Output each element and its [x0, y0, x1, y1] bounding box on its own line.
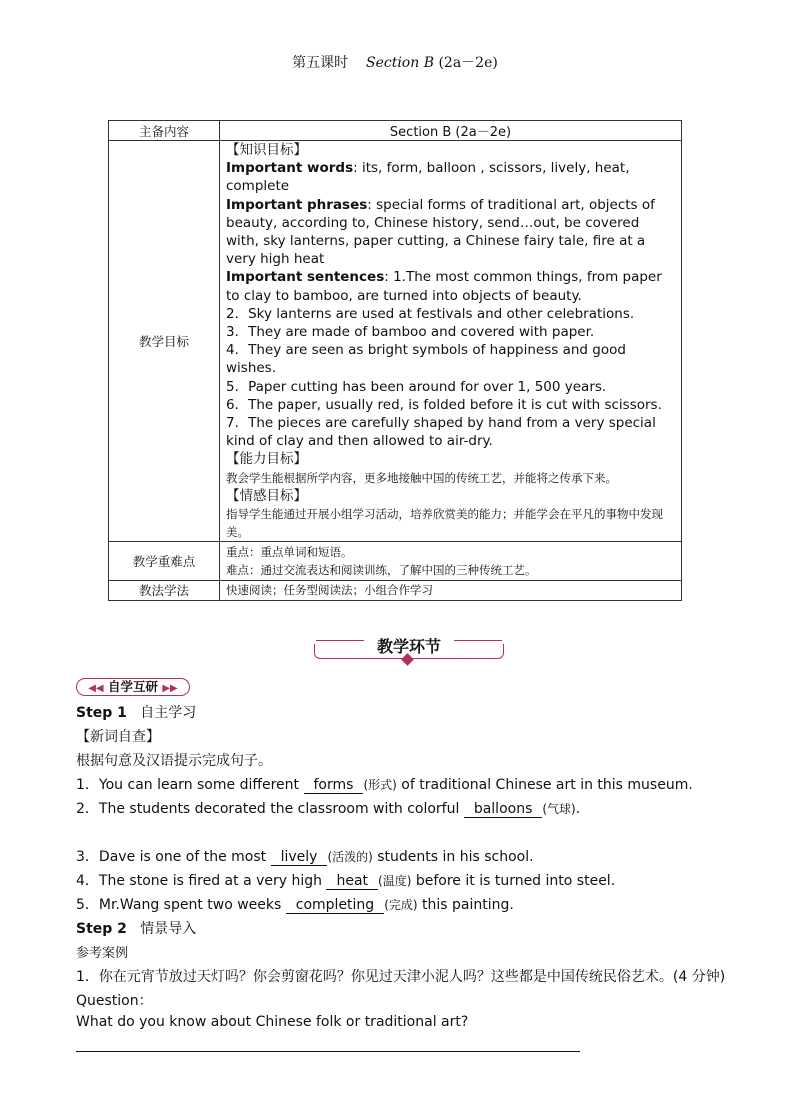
step2-heading [76, 918, 196, 938]
exercise-item-4 [76, 870, 615, 890]
row-label-key: 教学重难点 [109, 541, 220, 580]
item-number: 5． [76, 897, 99, 913]
exercise-item-3 [76, 846, 534, 866]
sentence-3: 3．They are made of bamboo and covered with paper. [226, 324, 595, 341]
item-post: of traditional Chinese art in this museum. [401, 777, 693, 793]
section-tag [76, 678, 190, 696]
row-label-content: 主备内容 [109, 121, 220, 141]
sentence-5: 5．Paper cutting has been around for over 1, 500 years. [226, 378, 607, 395]
left-arrows-icon: ◀◀ [88, 683, 104, 694]
important-words [226, 159, 675, 195]
item-number: 2． [76, 801, 99, 817]
step1-name: 自主学习 [140, 705, 197, 721]
right-arrows-icon: ▶▶ [162, 683, 178, 694]
ability-heading: 【能力目标】 [226, 451, 307, 468]
words-text: : its, form, balloon , scissors, lively, heat, complete [226, 160, 630, 195]
exercise-item-2 [76, 798, 580, 818]
exercise-item-5 [76, 894, 514, 914]
method-value: 快速阅读；任务型阅读法；小组合作学习 [220, 580, 682, 600]
item-pre: The stone is fired at a very high [98, 873, 323, 889]
emotion-heading: 【情感目标】 [226, 487, 307, 504]
lesson-plan-table [108, 120, 682, 601]
question-label: Question： [76, 993, 153, 1009]
banner-title: 教学环节 [376, 637, 441, 656]
emotion-text: 指导学生能通过开展小组学习活动，培养欣赏美的能力；并能学会在平凡的事物中发现美。 [226, 506, 663, 539]
answer-blank[interactable]: forms [304, 777, 364, 794]
item-number: 1． [76, 777, 99, 793]
item-post: students in his school. [377, 849, 534, 865]
section-banner [314, 632, 504, 662]
sentence-1: : 1.The most common things, from paper to clay to bamboo, are turned into objects of beauty. [226, 269, 662, 304]
step2-item-1: 1．你在元宵节放过天灯吗？你会剪窗花吗？你见过天津小泥人吗？这些都是中国传统民俗艺术。(4 分钟) [76, 969, 726, 985]
sentences-label: Important sentences [226, 269, 385, 286]
item-hint: (气球) [542, 802, 576, 816]
answer-blank[interactable]: heat [326, 873, 378, 890]
table-row-goals [109, 141, 682, 542]
step1-instruction: 根据句意及汉语提示完成句子。 [76, 753, 272, 769]
step2-title: Step 2 [76, 921, 127, 937]
difficult-points: 难点：通过交流表达和阅读训练，了解中国的三种传统工艺。 [226, 562, 537, 577]
item-number: 3． [76, 849, 99, 865]
item-pre: Dave is one of the most [98, 849, 267, 865]
sentence-6: 6．The paper, usually red, is folded before it is cut with scissors. [226, 396, 662, 413]
table-row-key [109, 541, 682, 580]
content-value: Section B (2a－2e) [220, 121, 682, 141]
answer-line[interactable] [76, 1051, 580, 1052]
item-pre: You can learn some different [98, 777, 300, 793]
section-name: Section B [365, 55, 434, 71]
item-hint: (完成) [384, 898, 418, 912]
important-sentences [226, 268, 675, 304]
important-phrases [226, 196, 675, 269]
step2-name: 情景导入 [140, 921, 197, 937]
item-post: . [575, 801, 581, 817]
sentence-2: 2．Sky lanterns are used at festivals and other celebrations. [226, 305, 635, 322]
words-label: Important words [226, 160, 354, 177]
key-content [220, 541, 682, 580]
lesson-number: 第五课时 [292, 55, 349, 71]
ability-text: 教会学生能根据所学内容，更多地接触中国的传统工艺，并能将之传承下来。 [226, 470, 617, 485]
step1-subhead: 【新词自查】 [76, 729, 160, 745]
item-post: this painting. [422, 897, 514, 913]
row-label-goals: 教学目标 [109, 141, 220, 542]
section-range: (2a－2e) [438, 55, 498, 71]
phrases-text: : special forms of traditional art, objects of beauty, according to, Chinese history, send…out, be covered with, sky lanterns, paper cutting, a Chinese fairy tale, fire at a very high heat [226, 196, 655, 268]
lesson-title [0, 52, 790, 72]
knowledge-heading: 【知识目标】 [226, 142, 307, 158]
answer-blank[interactable]: lively [271, 849, 328, 866]
question-text: What do you know about Chinese folk or traditional art? [76, 1014, 469, 1030]
key-points: 重点：重点单词和短语。 [226, 544, 353, 559]
sentence-4: 4．They are seen as bright symbols of happiness and good wishes. [226, 342, 626, 377]
table-row-method [109, 580, 682, 600]
item-hint: (活泼的) [327, 850, 373, 864]
sentence-7: 7．The pieces are carefully shaped by hand from a very special kind of clay and then allowed to air-dry. [226, 415, 656, 450]
answer-blank[interactable]: balloons [464, 801, 543, 818]
table-row-content [109, 121, 682, 141]
item-hint: (温度) [378, 874, 412, 888]
phrases-label: Important phrases [226, 196, 368, 213]
item-hint: (形式) [363, 778, 397, 792]
tag-label: 自学互研 [107, 679, 158, 694]
row-label-method: 教法学法 [109, 580, 220, 600]
item-pre: Mr.Wang spent two weeks [98, 897, 282, 913]
step1-title: Step 1 [76, 705, 127, 721]
step1-heading [76, 702, 196, 722]
item-pre: The students decorated the classroom with colorful [98, 801, 460, 817]
item-number: 4． [76, 873, 99, 889]
reference-case: 参考案例 [76, 946, 129, 961]
item-post: before it is turned into steel. [415, 873, 616, 889]
goals-content [220, 141, 682, 542]
exercise-item-1 [76, 774, 693, 794]
answer-blank[interactable]: completing [286, 897, 384, 914]
